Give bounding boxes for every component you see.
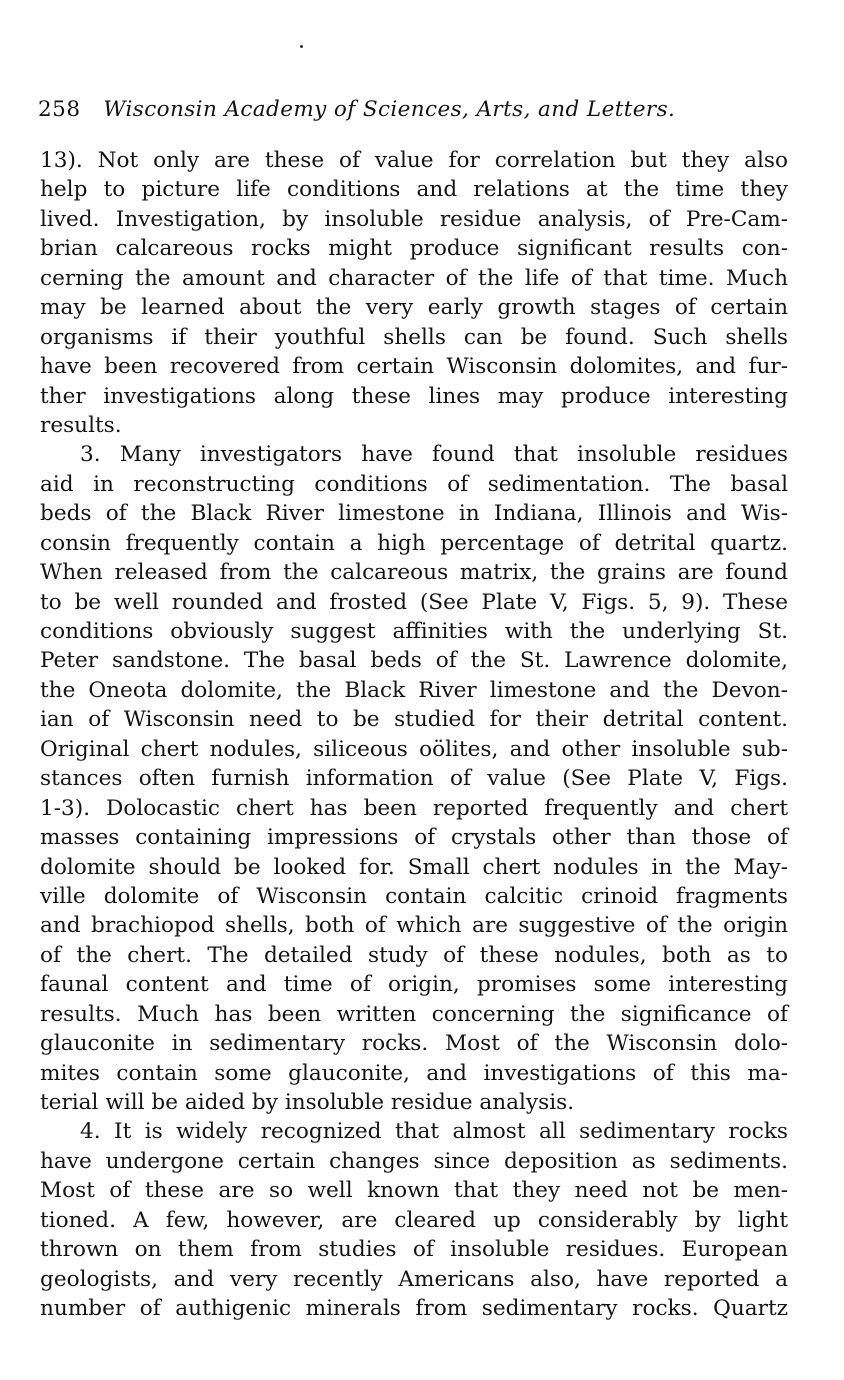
text-line: lived. Investigation, by insoluble residue analysis, of Pre-Cam- bbox=[40, 206, 788, 232]
text-line: Most of these are so well known that they need not be men- bbox=[40, 1178, 788, 1204]
text-line: masses containing impressions of crystals other than those of bbox=[40, 825, 788, 851]
text-line: have undergone certain changes since deposition as sediments. bbox=[40, 1148, 788, 1174]
text-line: faunal content and time of origin, promises some interesting bbox=[40, 972, 788, 998]
text-line: and brachiopod shells, both of which are suggestive of the origin bbox=[40, 913, 788, 939]
paragraph-end-line: results. bbox=[40, 412, 122, 438]
text-line: glauconite in sedimentary rocks. Most of the Wisconsin dolo- bbox=[40, 1031, 788, 1057]
text-line: cerning the amount and character of the life of that time. Much bbox=[40, 265, 788, 291]
text-line: ville dolomite of Wisconsin contain calcitic crinoid fragments bbox=[40, 883, 788, 909]
text-line: conditions obviously suggest affinities with the underlying St. bbox=[40, 619, 788, 644]
text-line: 1-3). Dolocastic chert has been reported frequently and chert bbox=[40, 795, 788, 821]
text-line: thrown on them from studies of insoluble residues. European bbox=[40, 1237, 788, 1263]
text-line: When released from the calcareous matrix, the grains are found bbox=[40, 560, 788, 586]
text-line: mites contain some glauconite, and investigations of this ma- bbox=[40, 1060, 788, 1086]
text-line: ther investigations along these lines may produce interesting bbox=[40, 383, 788, 409]
text-line: Original chert nodules, siliceous oölites, and other insoluble sub- bbox=[40, 736, 788, 762]
text-line: consin frequently contain a high percentage of detrital quartz. bbox=[40, 530, 788, 556]
text-line: of the chert. The detailed study of these nodules, both as to bbox=[40, 942, 788, 968]
text-line: the Oneota dolomite, the Black River limestone and the Devon- bbox=[40, 677, 788, 703]
print-speck bbox=[300, 45, 303, 48]
text-line: number of authigenic minerals from sedimentary rocks. Quartz bbox=[40, 1296, 788, 1322]
running-title: Wisconsin Academy of Sciences, Arts, and Letters. bbox=[103, 97, 676, 122]
text-line: dolomite should be looked for. Small chert nodules in the May- bbox=[40, 854, 788, 880]
text-line: beds of the Black River limestone in Indiana, Illinois and Wis- bbox=[40, 501, 788, 527]
text-line: brian calcareous rocks might produce significant results con- bbox=[40, 236, 788, 262]
text-line: ian of Wisconsin need to be studied for their detrital content. bbox=[40, 707, 788, 733]
text-line: results. Much has been written concerning the significance of bbox=[40, 1001, 788, 1027]
text-line: geologists, and very recently Americans also, have reported a bbox=[40, 1266, 788, 1292]
paragraph-start-line: 3. Many investigators have found that insoluble residues bbox=[80, 442, 788, 468]
text-line: stances often furnish information of value (See Plate V, Figs. bbox=[40, 766, 788, 792]
text-line: aid in reconstructing conditions of sedimentation. The basal bbox=[40, 471, 788, 497]
text-line: to be well rounded and frosted (See Plate V, Figs. 5, 9). These bbox=[40, 589, 788, 615]
page-number: 258 bbox=[38, 97, 81, 122]
text-line: may be learned about the very early growth stages of certain bbox=[40, 295, 788, 321]
text-line: Peter sandstone. The basal beds of the St. Lawrence dolomite, bbox=[40, 648, 788, 674]
body-text bbox=[40, 146, 788, 1324]
paragraph-start-line: 4. It is widely recognized that almost all sedimentary rocks bbox=[80, 1119, 788, 1145]
page-header bbox=[38, 94, 738, 126]
text-line: tioned. A few, however, are cleared up considerably by light bbox=[40, 1207, 788, 1233]
text-line: 13). Not only are these of value for correlation but they also bbox=[40, 148, 788, 173]
text-line: organisms if their youthful shells can be found. Such shells bbox=[40, 324, 788, 350]
text-line: have been recovered from certain Wisconsin dolomites, and fur- bbox=[40, 354, 788, 380]
paragraph-end-line: terial will be aided by insoluble residue analysis. bbox=[40, 1090, 575, 1115]
text-line: help to picture life conditions and relations at the time they bbox=[40, 177, 788, 203]
